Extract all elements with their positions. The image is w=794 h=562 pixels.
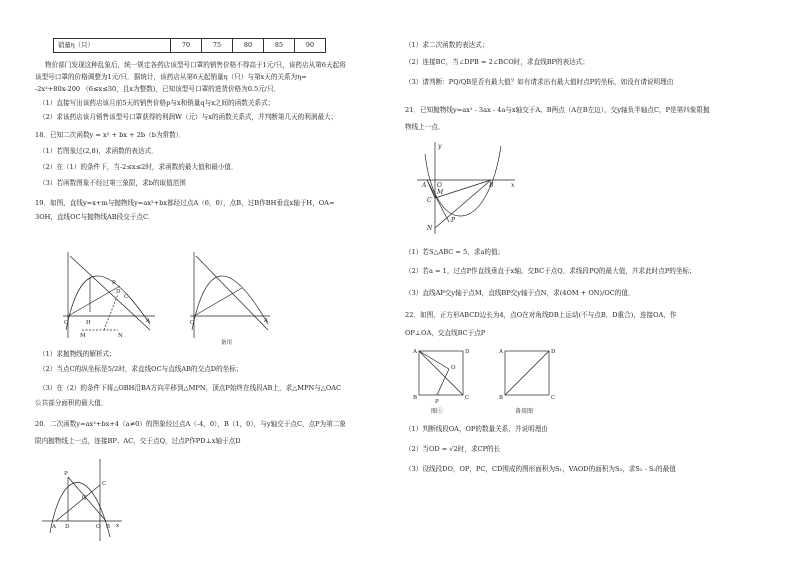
q18-line: （1）若图象过(2,8)，求函数的表达式．: [39, 147, 158, 155]
svg-text:O: O: [64, 320, 69, 326]
svg-text:Q: Q: [82, 495, 87, 501]
q20-line: 限内抛物线上一点，连接BP、AC，交于点Q，过点P作PD⊥x轴于点D: [35, 437, 241, 445]
figure-1-caption: 图①: [431, 408, 444, 415]
svg-text:x: x: [511, 182, 515, 189]
q17-line: 该型号口罩的价格调整为1元/只．据统计，该药店从第6天起销量η（只）与第x天的关系为η=: [35, 73, 307, 81]
svg-text:O: O: [451, 365, 456, 371]
svg-text:D: D: [116, 289, 121, 295]
table-header-cell: 销量η（只）: [54, 39, 171, 53]
svg-text:C: C: [124, 294, 129, 300]
q18-line: （3）若函数图象不经过第三象限，求b的取值范围: [39, 179, 186, 187]
svg-text:O: O: [437, 182, 442, 189]
svg-text:B: B: [499, 395, 504, 401]
q20-line: 20．二次函数y=ax²+bx+4（a≠0）的图象经过点A（-4，0），B（1，0），与y轴交于点C，点P为第二象: [35, 420, 346, 428]
q21-figure: [415, 138, 525, 238]
q19-sub: （2）当点C的纵坐标是5/2时，求直线OC与直线AB的交点D的坐标；: [39, 365, 243, 373]
svg-text:C: C: [427, 197, 432, 204]
q22-sub: （2）当OD = √2时，求CP的长: [405, 445, 501, 453]
table-cell: 75: [202, 39, 233, 53]
q21-line: 21．已知抛物线y=ax² - 3ax - 4a与x轴交于A、B两点（A在B左边），交y轴负半轴点C，P是第四象限抛: [405, 106, 710, 114]
svg-text:N: N: [427, 225, 433, 232]
q21-sub: （1）若S△ABC = 5，求a的值；: [405, 248, 505, 256]
q20-sub: （2）连接BC，当∠DPB = 2∠BCO时，求直线BP的表达式；: [405, 58, 589, 66]
q19-line: 19．如图，直线y=x+m与抛物线y=ax²+bx都经过点A（6，0），点B，过B作BH垂直x轴于H，OA=: [35, 199, 335, 207]
svg-text:D: D: [465, 349, 470, 355]
svg-text:B: B: [413, 395, 418, 401]
spare-caption: 备用图: [515, 408, 534, 415]
svg-text:A: A: [422, 182, 427, 189]
svg-text:A: A: [499, 349, 503, 355]
svg-text:x: x: [116, 523, 120, 529]
q22-figures: [405, 345, 575, 415]
q19-sub: （3）在（2）的条件下将△OBH沿BA方向平移到△MPN，顶点P始终在线段AB上，求△MPN与△OAC: [39, 384, 342, 392]
q21-line: 物线上一点．: [405, 123, 445, 131]
q22-line: 22．如图，正方形ABCD边长为4，点O在对角线DB上运动(不与点B，D重合)，连接OA，作: [405, 311, 677, 319]
svg-text:N: N: [118, 333, 123, 339]
table-row: [54, 39, 326, 53]
svg-text:O: O: [190, 320, 195, 326]
svg-text:y: y: [438, 143, 442, 150]
q21-sub: （2）若a = 1，过点P作直线垂直于x轴，交BC于点Q，求线段PQ的最大值，并求此时点P的坐标；: [405, 267, 696, 275]
svg-text:C: C: [551, 395, 556, 401]
svg-text:O: O: [96, 524, 101, 530]
table-cell: 80: [233, 39, 264, 53]
q17-line: 物价部门发现这种乱象后，统一规定各药店该型号口罩的销售价格不得高于1元/只，该药店从第6天起将: [45, 61, 346, 69]
q19-sub: （1）求抛物线的解析式；: [39, 350, 116, 358]
q18-line: 18．已知二次函数y = x² + bx + 2b（b为常数）．: [35, 131, 186, 139]
q17-line: （1）直接写出该药店该月前5天的销售价格p与x和销量q与x之间的函数关系式；: [39, 99, 275, 107]
svg-text:B: B: [106, 524, 111, 530]
q19-line: 3OH，直线OC与抛物线AB段交于点C．: [35, 213, 155, 221]
q22-line: OP⊥OA，交直线BC于点P: [405, 329, 486, 337]
table-cell: 90: [295, 39, 326, 53]
q20-sub: （3）请判断：PQ/QB是否有最大值？如有请求出有最大值时点P的坐标，如没有请说明理由: [405, 78, 674, 86]
q19-sub: 公共部分面积的最大值．: [35, 399, 108, 407]
svg-text:C: C: [102, 481, 107, 487]
svg-text:A: A: [52, 524, 56, 530]
q18-line: （2）在（1）的条件下，当-2≤x≤2时，求函数的最大值和最小值．: [39, 163, 238, 171]
svg-text:A: A: [264, 318, 268, 324]
svg-text:B: B: [489, 182, 494, 189]
svg-text:M: M: [80, 333, 86, 339]
table-cell: 70: [171, 39, 202, 53]
svg-text:P: P: [112, 280, 116, 286]
q22-sub: （1）判断线段OA，OP的数量关系，并说明理由: [405, 425, 548, 433]
q20-sub: （1）求二次函数的表达式；: [405, 41, 489, 49]
svg-text:D: D: [65, 524, 70, 530]
q19-figures: [60, 238, 280, 346]
svg-text:P: P: [451, 217, 456, 224]
svg-text:P: P: [64, 471, 68, 477]
q21-sub: （3）直线AP交y轴于点M，直线BP交y轴于点N，求(4OM + ON)/OC的值．: [405, 289, 635, 297]
q17-line: （2）求该药店该月销售该型号口罩获得的利润W（元）与x的函数关系式，并判断第几天的利润最大；: [39, 113, 338, 121]
svg-text:H: H: [86, 320, 91, 326]
table-cell: 85: [264, 39, 295, 53]
q22-sub: （3）设线段DO，OP，PC，CD围成的图形面积为S₁，VAOD的面积为S₂，求S₁ - S₂的最值: [405, 465, 676, 473]
svg-text:A: A: [146, 318, 150, 324]
sales-table: [53, 38, 326, 53]
svg-text:D: D: [551, 349, 556, 355]
q17-line: -2x²+80x-200 （6≤x≤30，且x为整数)，已知该型号口罩的进货价格为0.5元/只．: [35, 85, 281, 93]
svg-text:P: P: [435, 399, 439, 405]
svg-text:A: A: [413, 349, 417, 355]
svg-text:M: M: [437, 189, 444, 196]
spare-caption: 备用: [221, 340, 233, 346]
q20-figure: [40, 455, 130, 545]
svg-text:C: C: [465, 395, 470, 401]
